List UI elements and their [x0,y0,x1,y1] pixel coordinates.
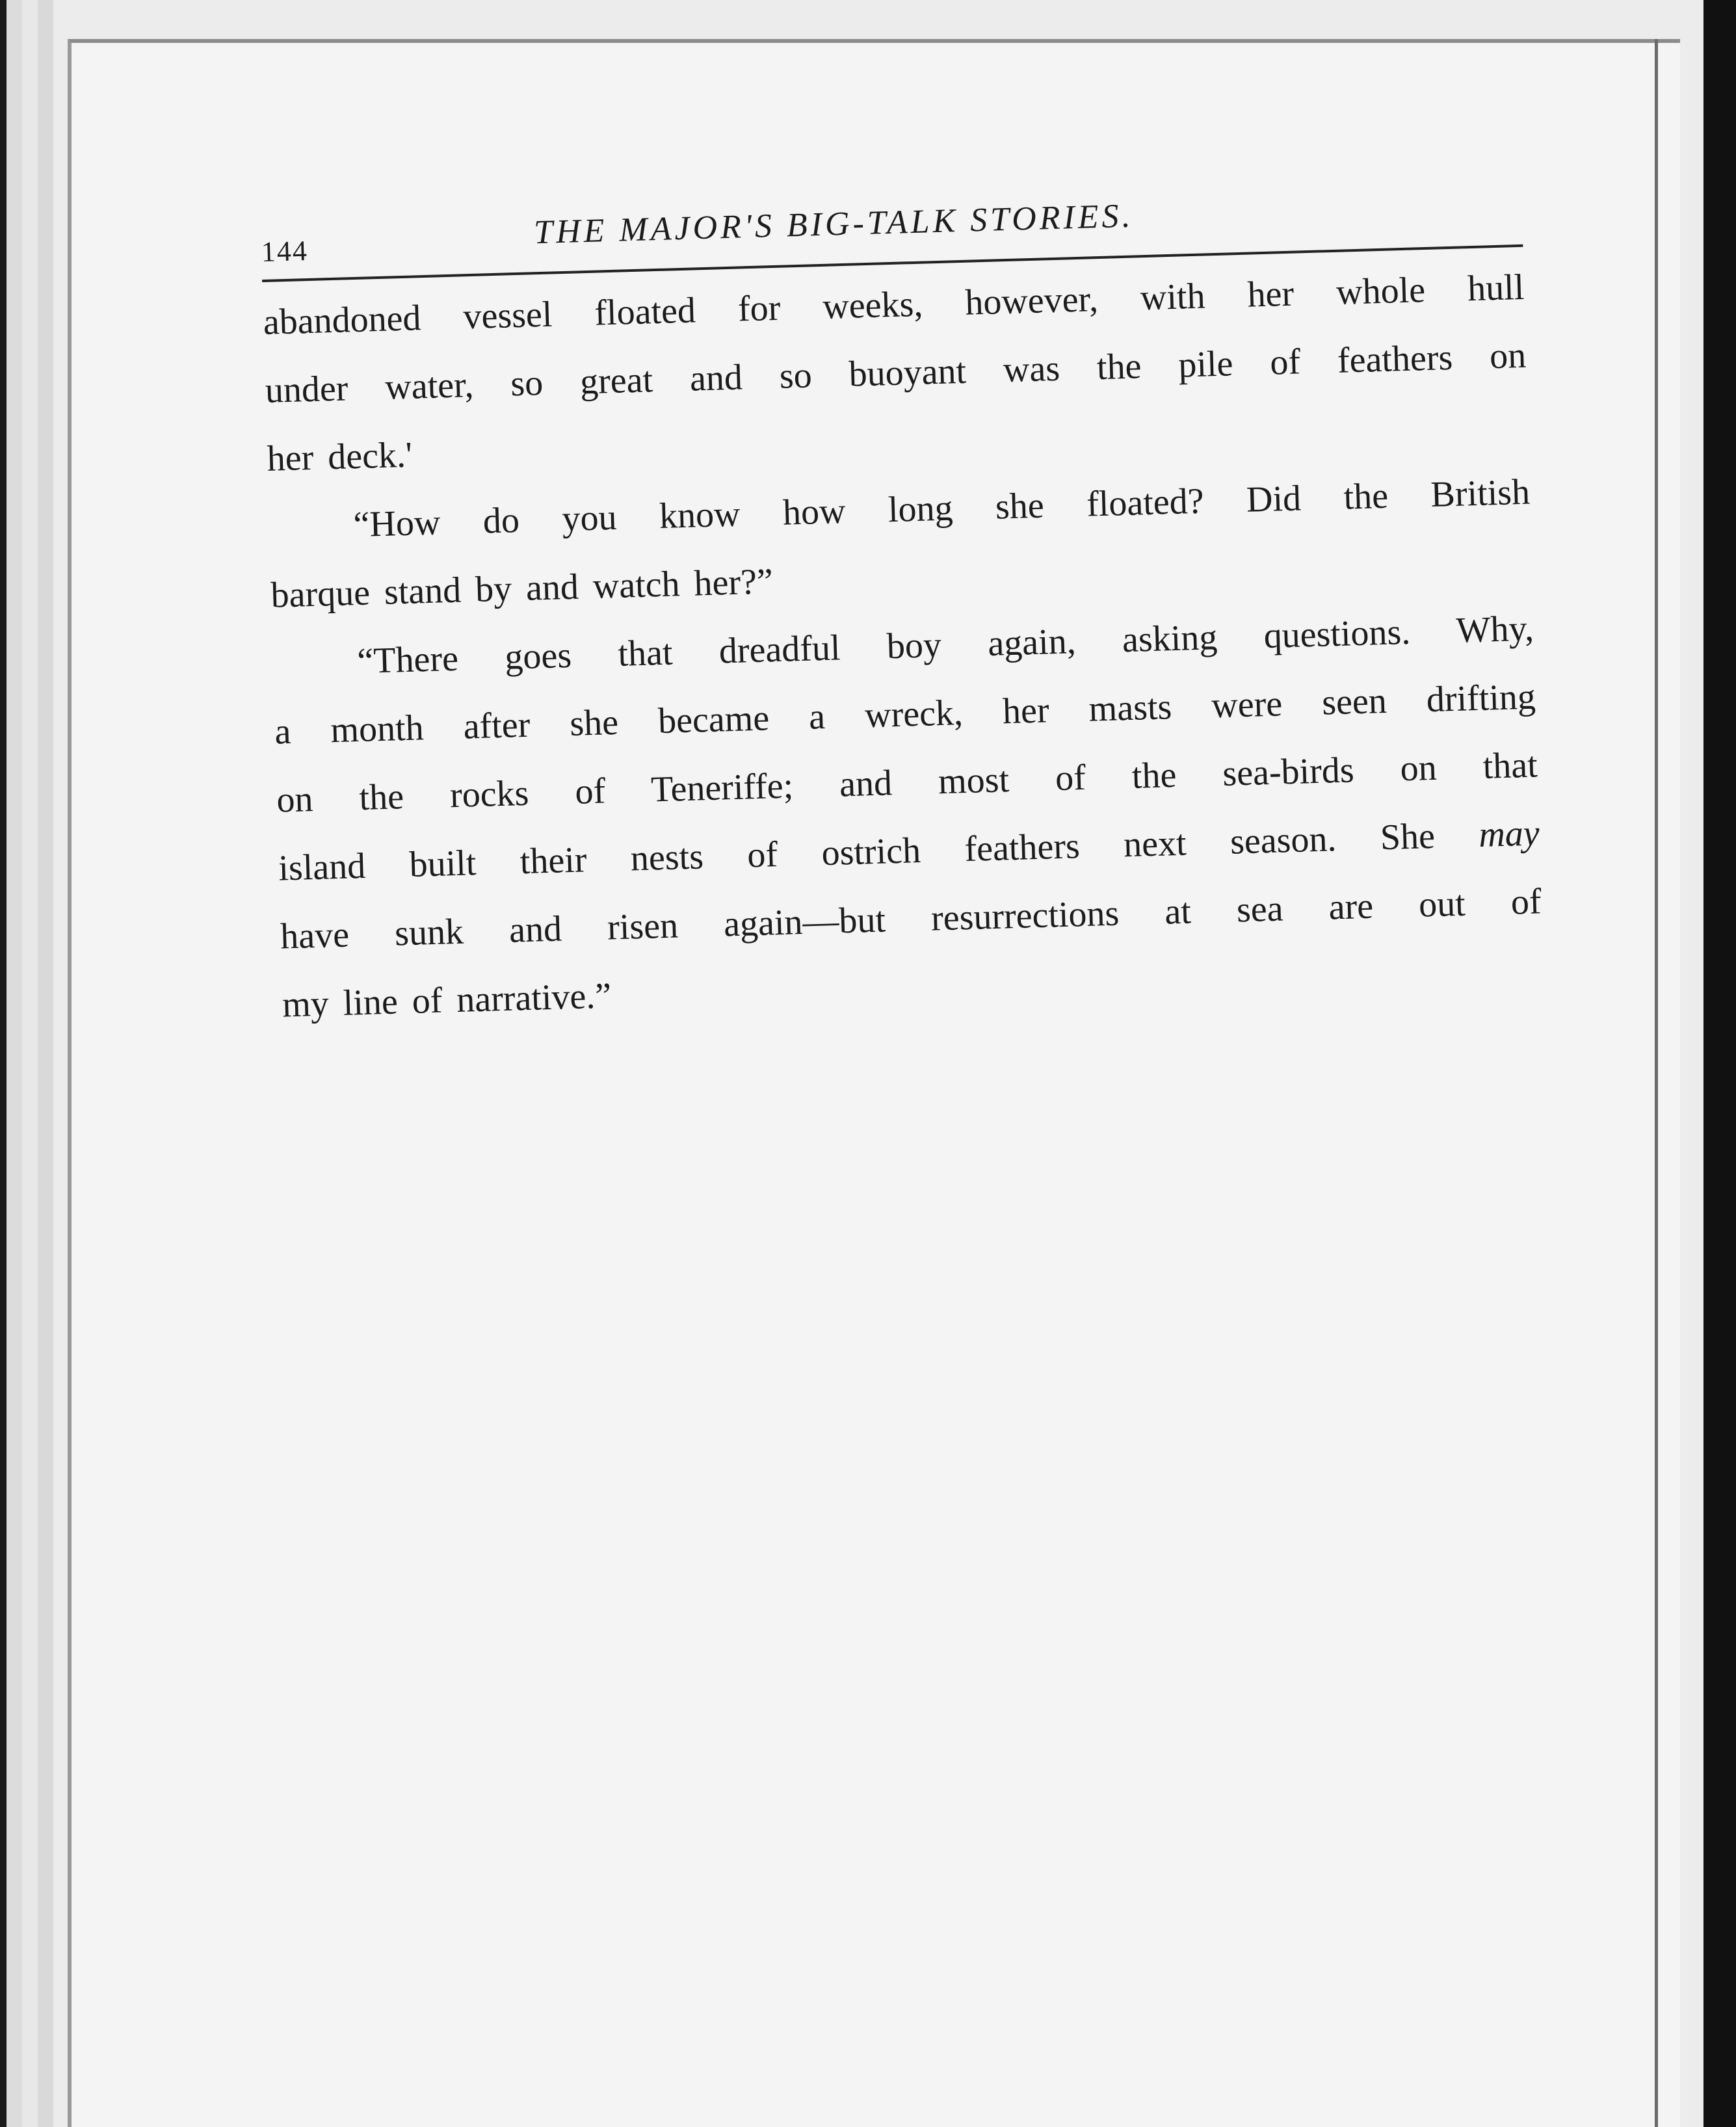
page-text [260,173,1544,1040]
page-gutter-line [1655,39,1658,2127]
scan-border [1703,0,1736,2127]
page-number: 144 [261,234,309,268]
paragraph [272,595,1544,1040]
text-line: a month after she became a wreck, her masts were seen drifting [274,676,1536,752]
text-line: her deck.' [266,434,413,479]
emphasis-word: may [1478,813,1540,856]
text-line: under water, so great and so buoyant was the pile of feathers on [264,335,1527,411]
text-line: “There goes that dreadful boy again, asking questions. Why, [356,608,1534,682]
text-fragment: island built their nests of ostrich feathers next season. She [278,815,1436,889]
running-title: THE MAJOR'S BIG-TALK STORIES. [533,197,1135,252]
text-line: have sunk and risen again—but resurrections at sea are out of [280,881,1542,957]
text-line: on the rocks of Teneriffe; and most of the sea-birds on that [276,745,1538,821]
text-line: “How do you know how long she floated? Did the British [352,471,1531,546]
text-line: barque stand by and watch her?” [270,561,774,616]
text-line: abandoned vessel floated for weeks, however, with her whole hull [263,267,1525,343]
text-line: my line of narrative.” [282,975,612,1025]
paragraph [262,254,1529,494]
